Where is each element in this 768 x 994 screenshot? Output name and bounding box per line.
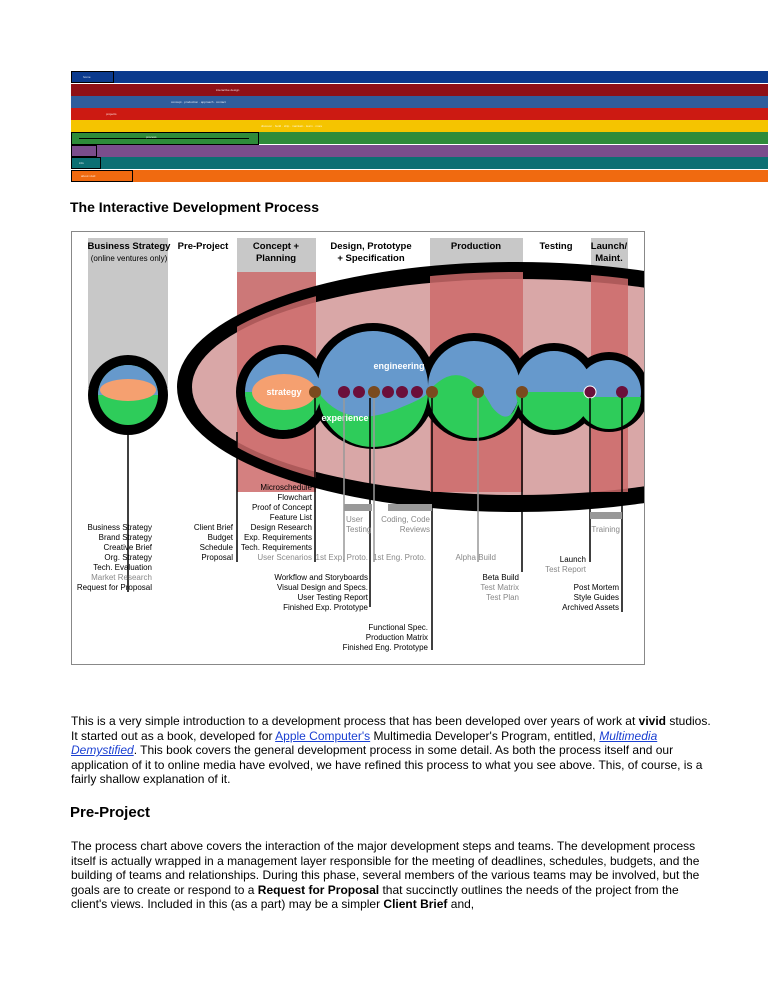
preproject-item: Budget	[207, 533, 233, 542]
postmortem-item: Style Guides	[573, 593, 619, 602]
label-alpha-build: Alpha Build	[455, 553, 496, 562]
process-diagram-svg	[72, 232, 645, 665]
business-item: Creative Brief	[103, 543, 152, 552]
nav-bar-label: discover · build · ship · maintain · learn · more	[261, 124, 323, 128]
nav-bar-label: interactive design	[216, 88, 240, 92]
business-item: Tech. Evaluation	[93, 563, 152, 572]
label-exp-proto: 1st Exp. Proto.	[315, 553, 368, 562]
nav-bar-7[interactable]	[71, 145, 768, 157]
phase-production-title: Production	[450, 241, 502, 252]
nav-bar-9[interactable]	[71, 170, 768, 182]
vivid-emphasis: vivid	[638, 714, 666, 728]
nav-bar-label: projects	[106, 112, 117, 116]
nav-bar-6[interactable]	[71, 132, 768, 144]
pre-project-paragraph: The process chart above covers the interaction of the major development steps and teams. The development process itself is actually wrapped in a management layer responsible for the meeting of deadlines, schedules, budgets, and the building of teams and relationships. During this phase, several members of the various teams may be involved, but the goals are to create or respond to a Request for Proposal that succinctly outlines the needs of the project from the client's views. Included in this (as a part) may be a simpler Client Brief and,	[71, 839, 700, 911]
label-coding-2: Reviews	[399, 525, 430, 534]
nav-bar-label: process	[146, 135, 157, 139]
nav-bar-label: concept · production · approach · contact	[171, 100, 226, 104]
phase-testing-title: Testing	[539, 241, 573, 252]
workflow-item: Visual Design and Specs.	[276, 583, 368, 592]
process-diagram	[71, 231, 645, 665]
business-item: Market Research	[91, 573, 152, 582]
nav-bar-8[interactable]	[71, 157, 768, 169]
nav-bar-1[interactable]	[71, 71, 768, 83]
client-brief-emphasis: Client Brief	[383, 897, 448, 911]
functional-item: Production Matrix	[365, 633, 428, 642]
functional-item: Finished Eng. Prototype	[342, 643, 428, 652]
phase-launch-title-2: Maint.	[595, 253, 623, 264]
business-item: Org. Strategy	[104, 553, 152, 562]
label-user-testing-2: Testing	[346, 525, 372, 534]
phase-business-title: Business Strategy	[87, 241, 171, 252]
beta-item: Test Plan	[486, 593, 519, 602]
concept-item: Design Research	[250, 523, 312, 532]
preproject-item: Schedule	[199, 543, 233, 552]
concept-item: Proof of Concept	[251, 503, 312, 512]
concept-item: Flowchart	[277, 493, 312, 502]
phase-preproject-title: Pre-Project	[177, 241, 229, 252]
nav-bar-label: info	[79, 161, 84, 165]
phase-business-subtitle: (online ventures only)	[90, 254, 168, 263]
circle-label-experience: experience	[321, 413, 369, 423]
concept-item: Tech. Requirements	[240, 543, 312, 552]
concept-item: Exp. Requirements	[243, 533, 312, 542]
phase-design-title-2: + Specification	[337, 253, 405, 264]
workflow-item: Workflow and Storyboards	[274, 573, 368, 582]
label-eng-proto: 1st Eng. Proto.	[373, 553, 426, 562]
postmortem-item: Archived Assets	[562, 603, 619, 612]
circle-label-engineering: engineering	[373, 361, 425, 371]
label-training: Training	[591, 525, 620, 534]
phase-concept-title-1: Concept +	[252, 241, 300, 252]
label-user-testing-1: User	[346, 515, 363, 524]
concept-item: Microschedule	[260, 483, 312, 492]
section-heading-pre-project: Pre-Project	[70, 804, 151, 821]
circle-label-strategy: strategy	[266, 387, 302, 397]
label-coding-1: Coding, Code	[381, 515, 430, 524]
business-item: Brand Strategy	[98, 533, 152, 542]
phase-concept-title-2: Planning	[255, 253, 297, 264]
beta-item: Test Matrix	[480, 583, 519, 592]
nav-bar-label: about vivid	[81, 174, 96, 178]
business-item: Business Strategy	[87, 523, 152, 532]
functional-item: Functional Spec.	[368, 623, 428, 632]
page-title: The Interactive Development Process	[70, 199, 319, 215]
rfp-emphasis: Request for Proposal	[257, 882, 380, 897]
nav-bar-4[interactable]	[71, 108, 768, 120]
nav-bar-3[interactable]	[71, 96, 768, 108]
multimedia-demystified-link[interactable]: Multimedia Demystified	[71, 728, 658, 757]
beta-item: Beta Build	[482, 573, 519, 582]
preproject-item: Proposal	[201, 553, 233, 562]
nav-bar-5[interactable]	[71, 120, 768, 132]
nav-bar-label: home	[83, 75, 91, 79]
intro-paragraph: This is a very simple introduction to a development process that has been developed over years of work at vivid studios. It started out as a book, developed for Apple Computer's Multimedia Developer's Program, entitled, Multimedia Demystified. This book covers the general development process in some detail. As both the process itself and our application of it to online media have evolved, we have refined this process to what you see above. This, of course, is a fairly shallow explanation of it.	[71, 714, 711, 786]
workflow-item: User Testing Report	[297, 593, 368, 602]
label-test-report: Test Report	[545, 565, 586, 574]
nav-bar-2[interactable]	[71, 84, 768, 96]
phase-design-title-1: Design, Prototype	[330, 241, 412, 252]
workflow-item: Finished Exp. Prototype	[283, 603, 368, 612]
preproject-item: Client Brief	[193, 523, 233, 532]
postmortem-item: Post Mortem	[573, 583, 619, 592]
phase-launch-title-1: Launch/	[590, 241, 628, 252]
business-item: Request for Proposal	[76, 583, 152, 592]
label-launch: Launch	[559, 555, 586, 564]
concept-item: Feature List	[269, 513, 312, 522]
concept-item: User Scenarios	[257, 553, 312, 562]
apple-computer-link[interactable]: Apple Computer's	[275, 728, 371, 743]
